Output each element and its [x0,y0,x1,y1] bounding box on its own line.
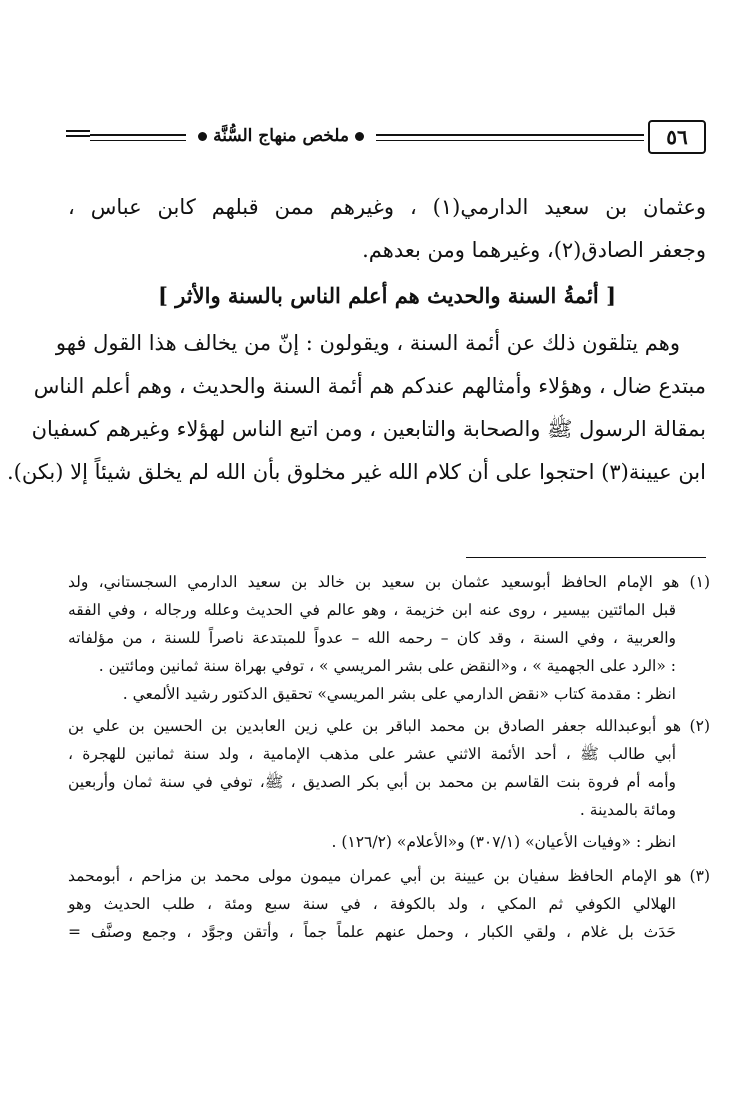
text-line: بمقالة الرسول ﷺ والصحابة والتابعين ، ومن اتبع الناس لهؤلاء وغيرهم كسفيان [31,417,706,441]
footnote-line: وأمه أم فروة بنت القاسم بن محمد بن أبي بكر الصديق ، ﷺ، توفي في سنة ثمان وأربعين [68,773,676,791]
bullet-icon [198,132,207,141]
footnote-line: والعربية ، وفي السنة ، وقد كان – رحمه الله – عدواً للمبتدعة ناصراً للسنة ، من مؤلفاته [68,629,676,647]
running-title [186,122,376,150]
main-text [6,186,706,494]
footnote-reference: انظر : مقدمة كتاب «نقض الدارمي على بشر المريسي» تحقيق الدكتور رشيد الألمعي . [122,685,676,703]
text-line: وجعفر الصادق(٢)، وغيرهما ومن بعدهم. [362,238,706,262]
footnote-line: قبل المائتين بيسير ، روى عنه ابن خزيمة ، وهو عالم في الحديث وعلله ورجاله ، وفي الفقه [68,601,676,619]
page-header [66,120,706,154]
footnote-line: (١) هو الإمام الحافظ أبوسعيد عثمان بن سعيد بن خالد بن سعيد الدارمي السجستاني، ولد [68,573,710,591]
section-heading: [ أئمةُ السنة والحديث هم أعلم الناس بالسنة والأثر ] [157,283,617,308]
text-line: مبتدع ضال ، وهؤلاء وأمثالهم عندكم هم أئمة السنة والحديث ، وهم أعلم الناس [33,374,706,398]
text-line: وعثمان بن سعيد الدارمي(١) ، وغيرهم ممن قبلهم كابن عباس ، [68,195,706,219]
text-line: ابن عيينة(٣) احتجوا على أن كلام الله غير مخلوق بأن الله لم يخلق شيئاً إلا (بكن). [6,460,706,484]
footnote-reference: انظر : «وفيات الأعيان» (٣٠٧/١) و«الأعلام» (١٢٦/٢) . [331,833,676,851]
footnote-separator [466,557,706,558]
footnote-line: : «الرد على الجهمية » ، و«النقض على بشر المريسي » ، توفي بهراة سنة ثمانين ومائتين . [98,657,676,675]
bullet-icon [355,132,364,141]
running-title-text: ملخص منهاج السُّنَّة [213,126,349,146]
text-line: وهم يتلقون ذلك عن أئمة السنة ، ويقولون : إنّ من يخالف هذا القول فهو [55,331,680,355]
footnotes [68,568,710,946]
page-number: ٥٦ [648,120,706,154]
footnote-line: ومائة بالمدينة . [579,801,676,819]
footnote-line: الهلالي الكوفي ثم المكي ، ولد بالكوفة ، في سنة سبع ومئة ، طلب الحديث وهو [68,895,676,913]
header-end-mark [66,130,90,142]
footnote-line: أبي طالب ﷺ ، أحد الأئمة الاثني عشر على مذهب الإمامية ، ولد سنة ثمانين للهجرة ، [68,745,676,763]
footnote-line: حَدَث بل غلام ، ولقي الكبار ، وحمل عنهم علماً جماً ، وأتقن وجوَّد ، وجمع وصنَّف = [68,923,676,941]
footnote-line: (٣) هو الإمام الحافظ سفيان بن عيينة بن أبي عمران ميمون مولى محمد بن مزاحم ، أبومحمد [68,867,710,885]
footnote-line: (٢) هو أبوعبدالله جعفر الصادق بن محمد الباقر بن علي زين العابدين بن الحسين بن علي بن [68,717,710,735]
